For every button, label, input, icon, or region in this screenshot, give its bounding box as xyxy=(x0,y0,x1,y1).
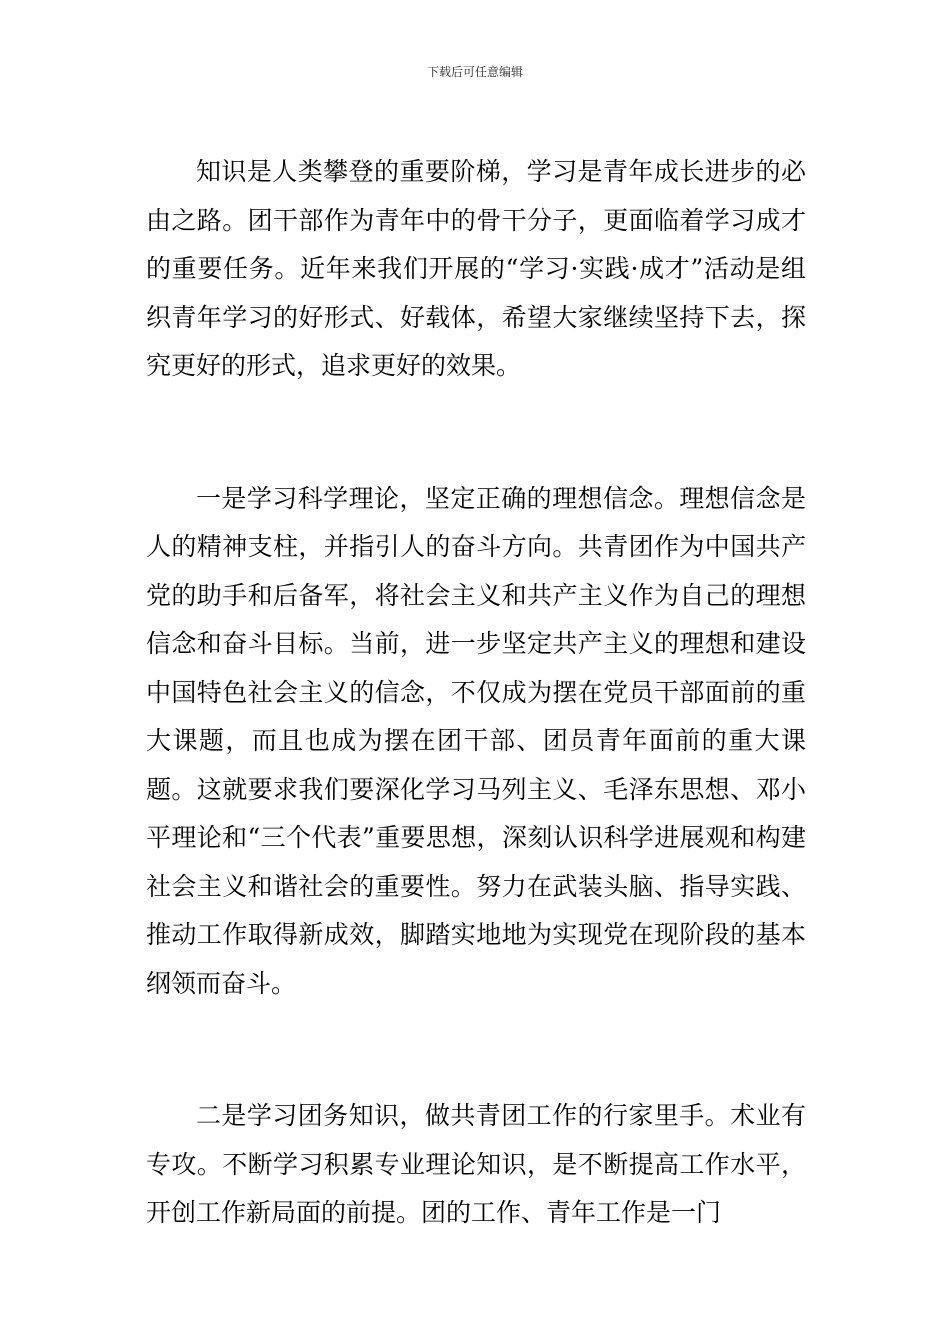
paragraph-spacer xyxy=(146,391,806,475)
document-body xyxy=(146,148,806,1238)
paragraph-spacer xyxy=(146,1008,806,1092)
paragraph-league-knowledge: 二是学习团务知识，做共青团工作的行家里手。术业有专攻。不断学习积累专业理论知识，是不断提高工作水平，开创工作新局面的前提。团的工作、青年工作是一门 xyxy=(146,1101,806,1227)
header-note: 下载后可任意编辑 xyxy=(426,65,523,79)
paragraph-intro: 知识是人类攀登的重要阶梯，学习是青年成长进步的必由之路。团干部作为青年中的骨干分子，更面临着学习成才的重要任务。近年来我们开展的“学习·实践·成才”活动是组织青年学习的好形式、好载体，希望大家继续坚持下去，探究更好的形式，追求更好的效果。 xyxy=(146,157,806,380)
paragraph-theory: 一是学习科学理论，坚定正确的理想信念。理想信念是人的精神支柱，并指引人的奋斗方向。共青团作为中国共产党的助手和后备军，将社会主义和共产主义作为自己的理想信念和奋斗目标。当前，进一步坚定共产主义的理想和建设中国特色社会主义的信念，不仅成为摆在党员干部面前的重大课题，而且也成为摆在团干部、团员青年面前的重大课题。这就要求我们要深化学习马列主义、毛泽东思想、邓小平理论和“三个代表”重要思想，深刻认识科学进展观和构建社会主义和谐社会的重要性。努力在武装头脑、指导实践、推动工作取得新成效，脚踏实地地为实现党在现阶段的基本纲领而奋斗。 xyxy=(146,483,806,998)
